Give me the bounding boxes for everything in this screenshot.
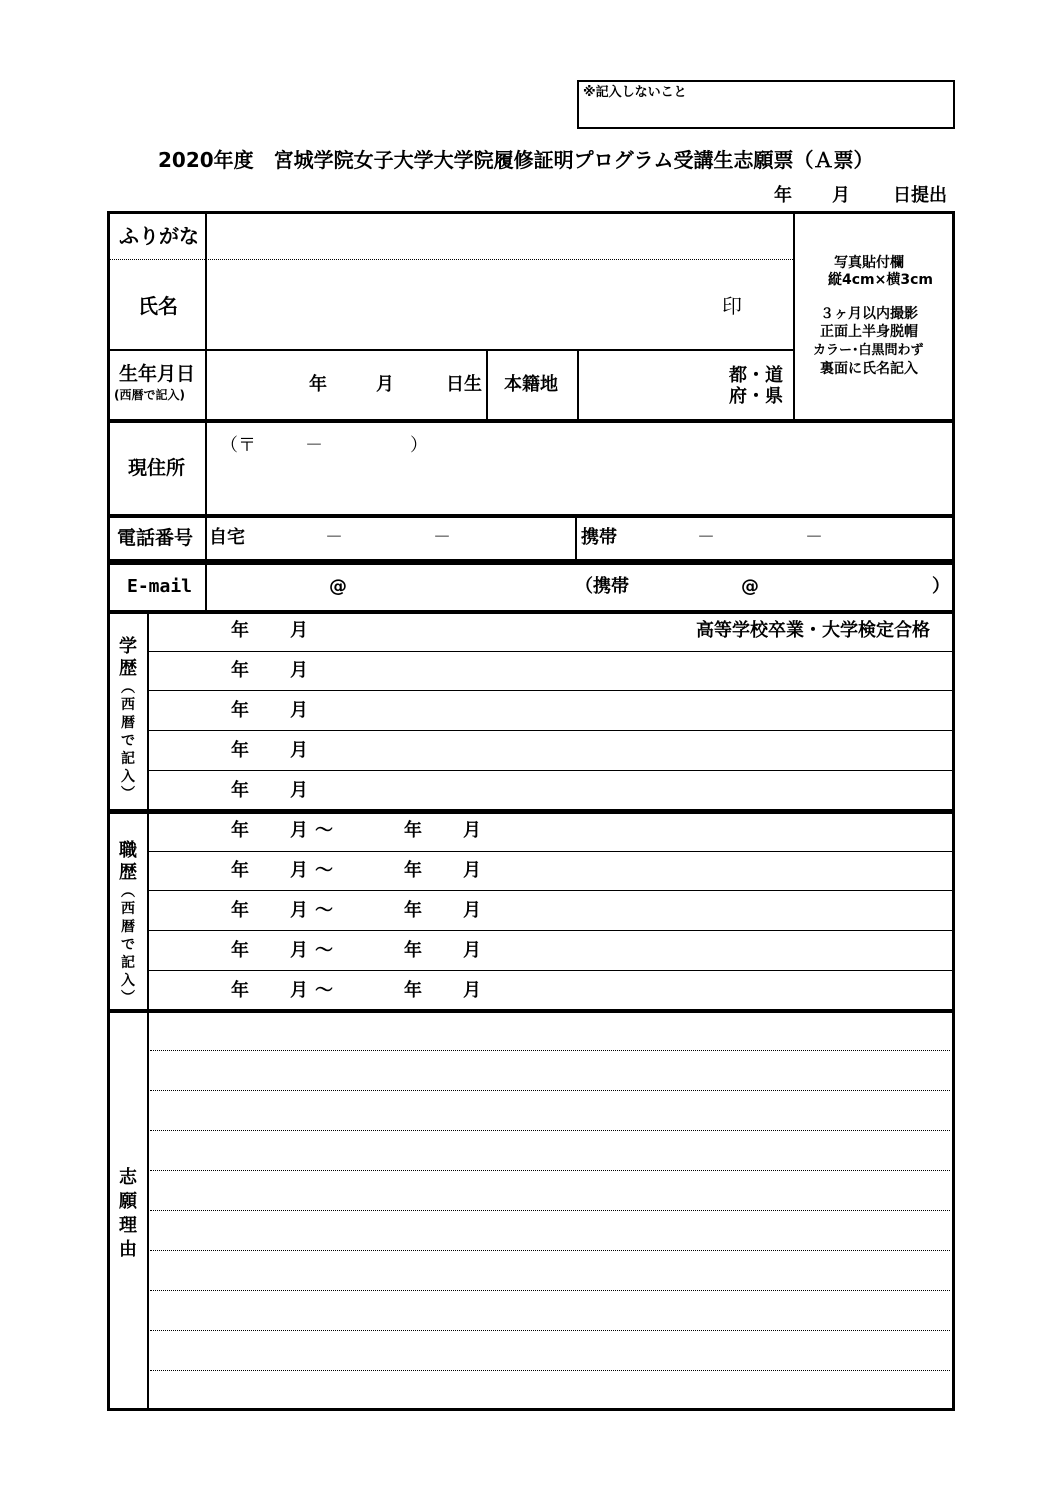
name-label: 氏名: [138, 294, 178, 318]
reason-input[interactable]: [150, 1014, 950, 1407]
email-block: [107, 562, 955, 613]
home-phone-dash-1: －: [325, 527, 343, 548]
work-range-tilde: ～: [315, 820, 333, 841]
office-use-box: [577, 80, 955, 129]
form-title: 2020年度 宮城学院女子大学大学院履修証明プログラム受講生志願票（Ａ票）: [158, 148, 874, 172]
work-range-tilde: ～: [315, 980, 333, 1001]
work-end-month: 月: [463, 980, 481, 1001]
mobile-phone-label: 携帯: [581, 527, 617, 548]
work-end-month: 月: [463, 820, 481, 841]
work-start-year: 年: [231, 900, 249, 921]
education-label: 学 歴 ︵ 西 暦 で 記 入 ︶: [119, 636, 137, 802]
birth-day-label: 日生: [446, 374, 482, 395]
furigana-input[interactable]: [209, 215, 791, 257]
email-label: E-mail: [127, 576, 193, 597]
submit-day-label: 日提出: [893, 185, 947, 206]
name-input[interactable]: [209, 263, 791, 347]
work-start-year: 年: [231, 860, 249, 881]
mobile-phone-dash-2: －: [805, 527, 823, 548]
work-start-month: 月: [290, 860, 308, 881]
home-phone-label: 自宅: [209, 527, 245, 548]
birth-month-label: 月: [376, 374, 394, 395]
edu-year: 年: [231, 700, 249, 721]
work-end-year: 年: [404, 820, 422, 841]
edu-month: 月: [290, 740, 308, 761]
mobile-email-close: ）: [932, 576, 950, 597]
prefecture-row1: 都・道: [729, 365, 783, 386]
work-range-tilde: ～: [315, 940, 333, 961]
reason-label: 志 願 理 由: [119, 1167, 137, 1260]
work-end-year: 年: [404, 860, 422, 881]
email-at: @: [329, 576, 347, 597]
work-history-label: 職 歴 ︵ 西 暦 で 記 入 ︶: [119, 840, 137, 1006]
work-start-month: 月: [290, 980, 308, 1001]
birth-sublabel: (西暦で記入): [114, 388, 185, 402]
work-start-month: 月: [290, 820, 308, 841]
work-start-month: 月: [290, 900, 308, 921]
edu-year: 年: [231, 740, 249, 761]
work-start-month: 月: [290, 940, 308, 961]
birth-label: 生年月日: [119, 363, 196, 385]
work-start-year: 年: [231, 940, 249, 961]
office-use-label: ※記入しないこと: [583, 85, 687, 100]
mobile-email-at: @: [741, 576, 759, 597]
work-range-tilde: ～: [315, 860, 333, 881]
edu-month: 月: [290, 700, 308, 721]
work-end-month: 月: [463, 900, 481, 921]
domicile-label: 本籍地: [504, 374, 558, 395]
edu-month: 月: [290, 620, 308, 641]
home-phone-dash-2: －: [433, 527, 451, 548]
photo-pose-note: 正面上半身脱帽: [820, 324, 918, 340]
photo-recency-note: ３ヶ月以内撮影: [820, 306, 918, 322]
work-range-tilde: ～: [315, 900, 333, 921]
edu-note: 高等学校卒業・大学検定合格: [696, 620, 930, 641]
edu-month: 月: [290, 780, 308, 801]
submit-month-label: 月: [832, 185, 850, 206]
photo-back-note: 裏面に氏名記入: [820, 361, 918, 377]
photo-dimension-note: 縦4cm×横3cm: [828, 272, 933, 288]
edu-month: 月: [290, 660, 308, 681]
edu-year: 年: [231, 660, 249, 681]
seal-mark: 印: [722, 294, 742, 318]
photo-color-note: カラー･白黒問わず: [813, 343, 924, 358]
work-end-year: 年: [404, 940, 422, 961]
postal-close: ）: [410, 435, 428, 456]
photo-size-note: 写真貼付欄: [834, 255, 904, 271]
work-end-month: 月: [463, 860, 481, 881]
mobile-phone-dash-1: －: [697, 527, 715, 548]
furigana-label: ふりがな: [119, 224, 199, 248]
work-end-year: 年: [404, 980, 422, 1001]
phone-label: 電話番号: [117, 527, 194, 549]
edu-year: 年: [231, 780, 249, 801]
submit-year-label: 年: [774, 185, 792, 206]
work-end-month: 月: [463, 940, 481, 961]
mobile-email-open: （携帯: [575, 576, 629, 597]
prefecture-row2: 府・県: [729, 386, 783, 407]
postal-dash: －: [305, 435, 323, 456]
edu-year: 年: [231, 620, 249, 641]
work-start-year: 年: [231, 820, 249, 841]
address-label: 現住所: [128, 457, 186, 479]
postal-open: （〒: [220, 435, 256, 456]
work-end-year: 年: [404, 900, 422, 921]
birth-year-label: 年: [309, 374, 327, 395]
work-start-year: 年: [231, 980, 249, 1001]
